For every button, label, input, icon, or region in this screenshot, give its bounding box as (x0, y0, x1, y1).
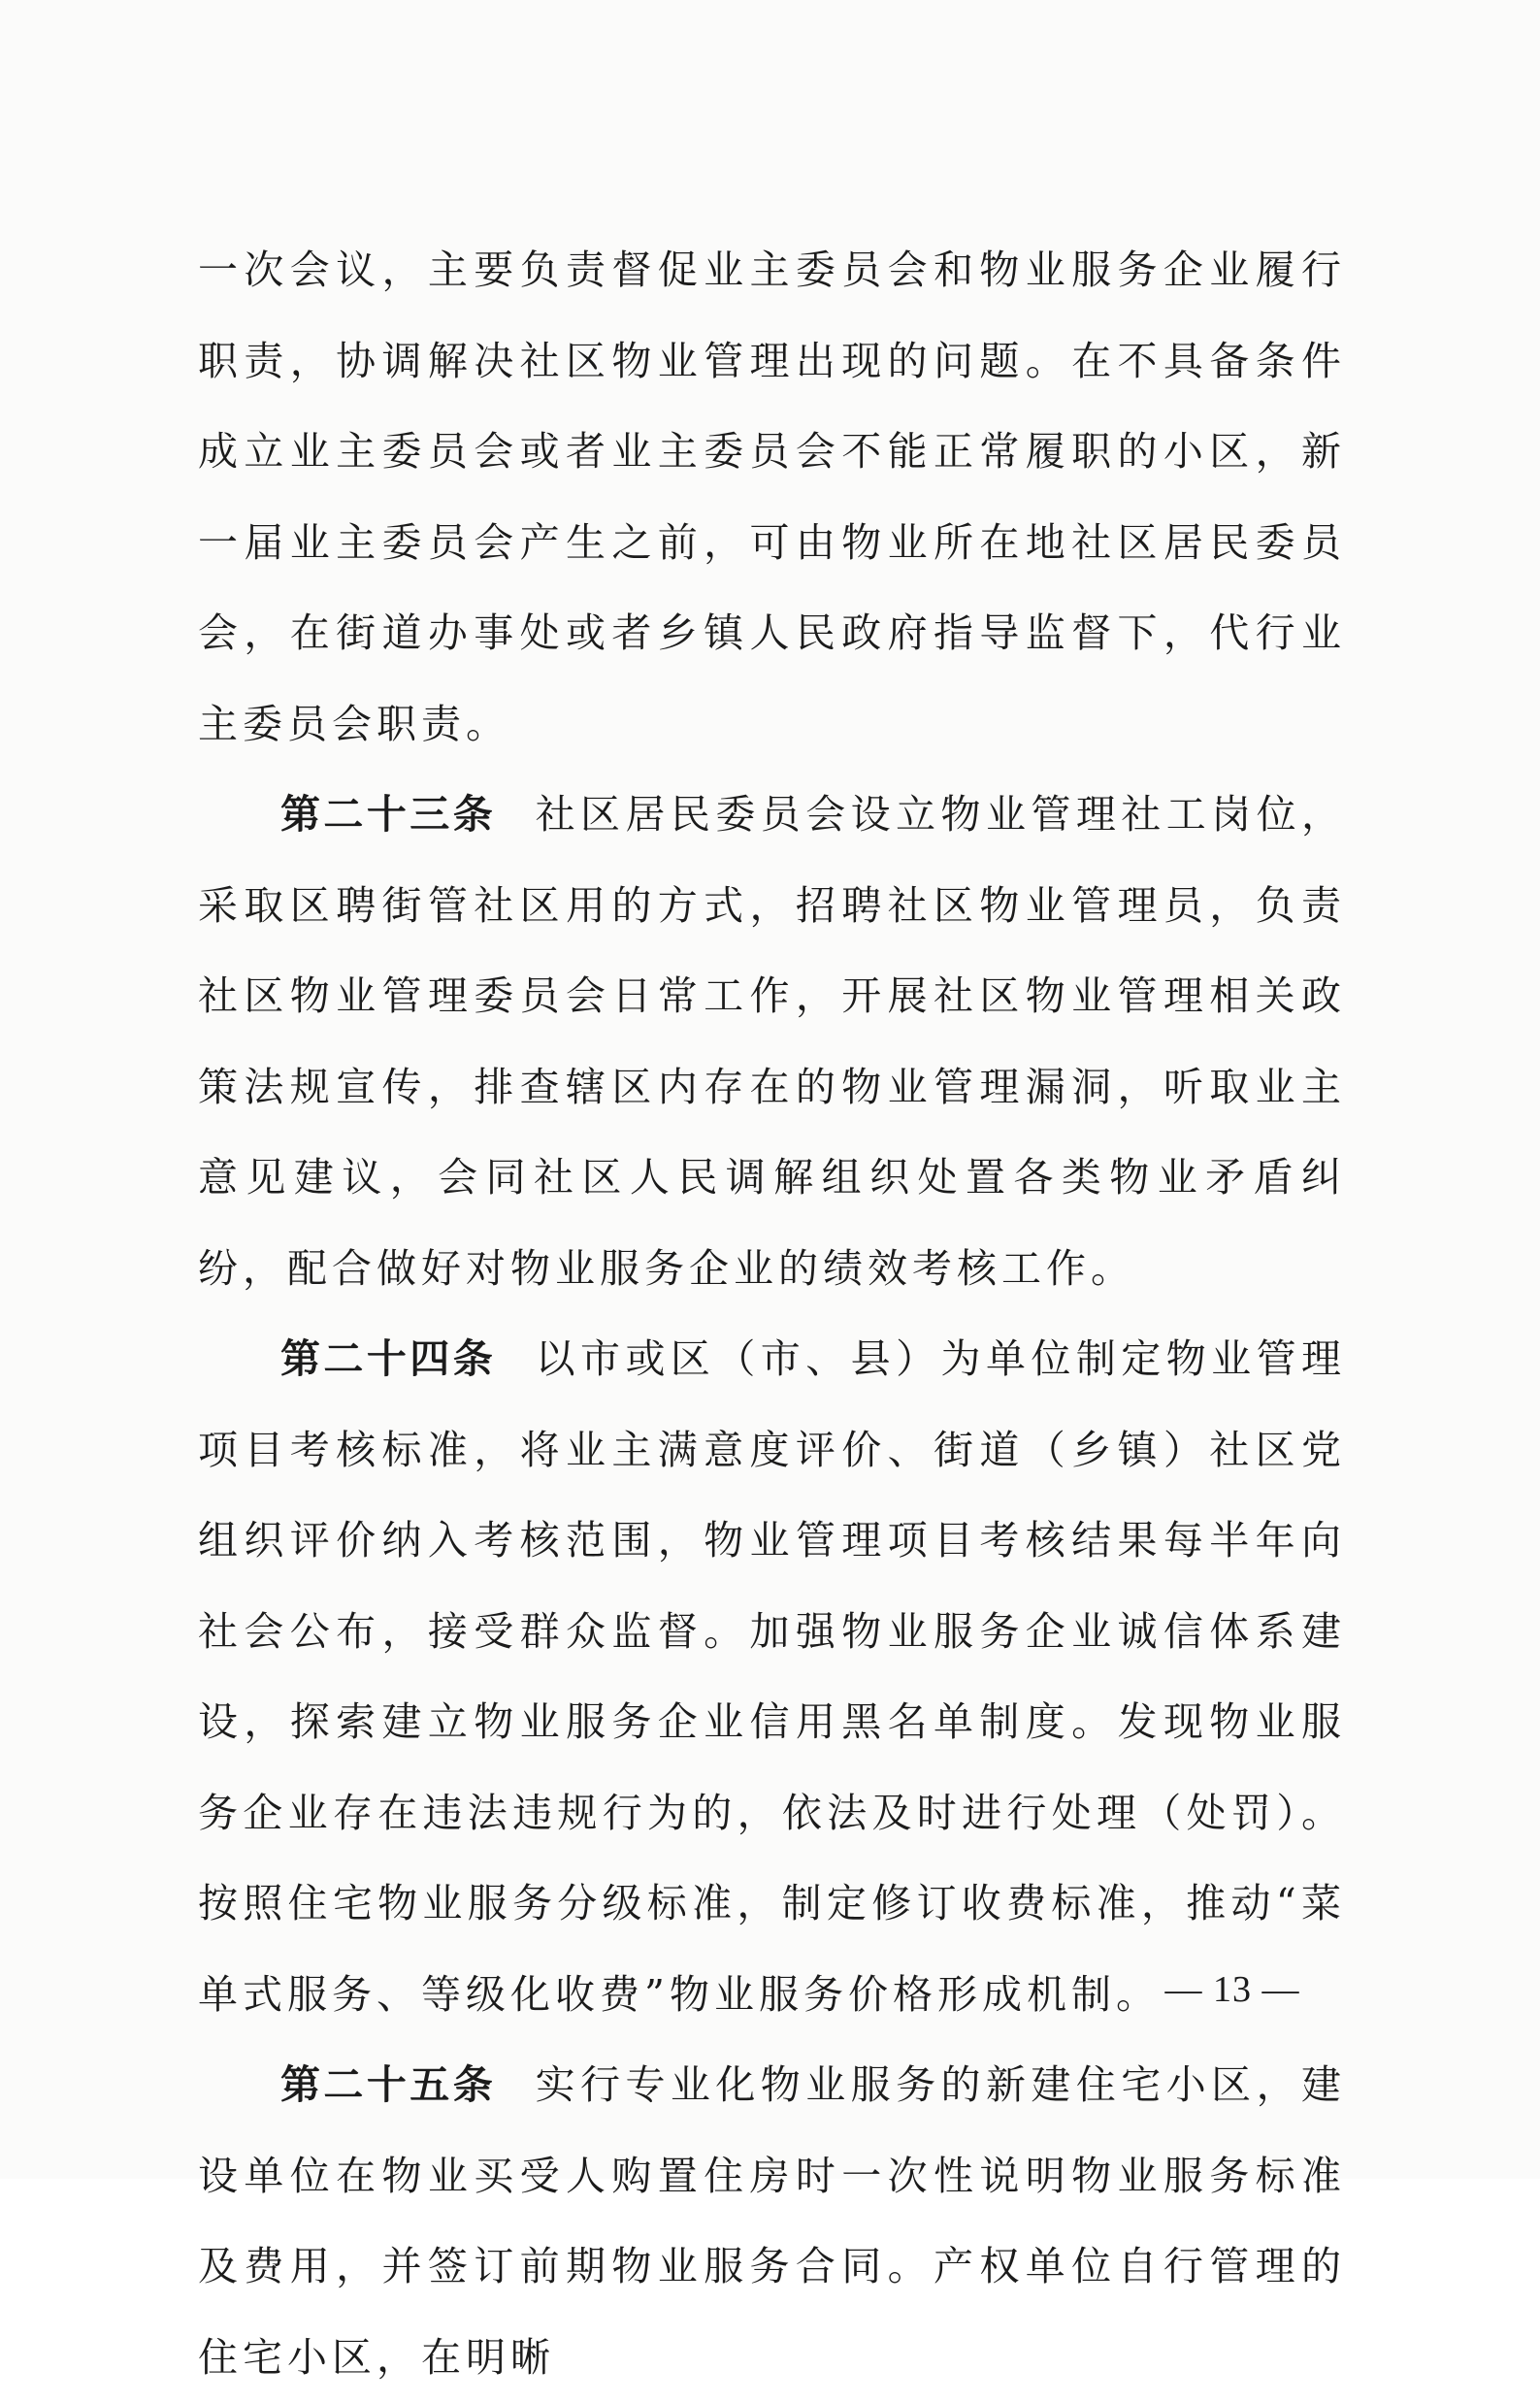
paragraph-text: 以市或区（市、县）为单位制定物业管理项目考核标准，将业主满意度评价、街道（乡镇）社区党组织评价纳入考核范围，物业管理项目考核结果每半年向社会公布，接受群众监督。加强物业服务企业诚信体系建设，探索建立物业服务企业信用黑名单制度。发现物业服务企业存在违法违规行为的，依法及时进行处理（处罚）。按照住宅物业服务分级标准，制定修订收费标准，推动“菜单式服务、等级化收费”物业服务价格形成机制。 (198, 1335, 1347, 2018)
article-number: 第二十三条 (280, 791, 497, 838)
paragraph-text: 社区居民委员会设立物业管理社工岗位，采取区聘街管社区用的方式，招聘社区物业管理员，负责社区物业管理委员会日常工作，开展社区物业管理相关政策法规宣传，排查辖区内存在的物业管理漏洞，听取业主意见建议，会同社区人民调解组织处置各类物业矛盾纠纷，配合做好对物业服务企业的绩效考核工作。 (198, 791, 1347, 1292)
article-number: 第二十五条 (280, 2061, 497, 2108)
body-text (198, 225, 1346, 2403)
paragraph-article-23 (198, 770, 1346, 1314)
paragraph-text: 一次会议，主要负责督促业主委员会和物业服务企业履行职责，协调解决社区物业管理出现的问题。在不具备条件成立业主委员会或者业主委员会不能正常履职的小区，新一届业主委员会产生之前，可由物业所在地社区居民委员会，在街道办事处或者乡镇人民政府指导监督下，代行业主委员会职责。 (198, 247, 1346, 747)
paragraph-article-25 (198, 2040, 1346, 2403)
paragraph-continued (198, 225, 1346, 770)
article-number: 第二十四条 (280, 1335, 497, 1382)
paragraph-text: 实行专业化物业服务的新建住宅小区，建设单位在物业买受人购置住房时一次性说明物业服务标准及费用，并签订前期物业服务合同。产权单位自行管理的住宅小区，在明晰 (198, 2061, 1347, 2381)
paragraph-article-24 (198, 1314, 1346, 2040)
page-number: — 13 — (1164, 1969, 1300, 2010)
